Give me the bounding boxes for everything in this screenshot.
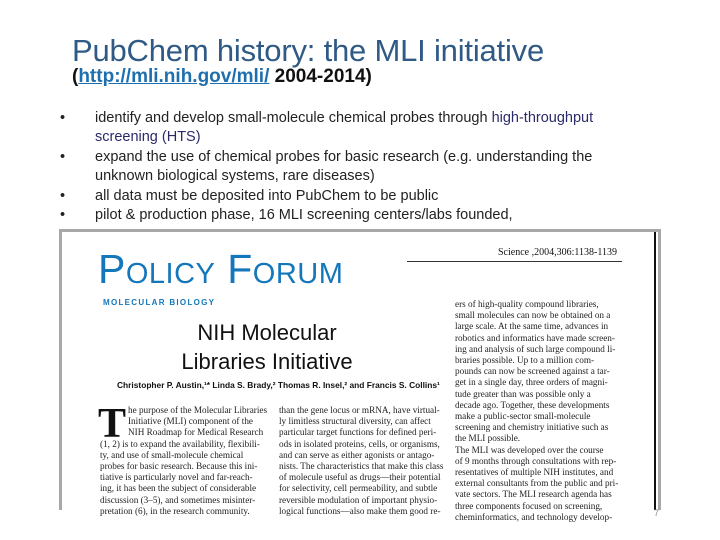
- bullet-icon: •: [60, 187, 66, 204]
- article-text-line: probes for basic research. Because this ini-: [100, 461, 258, 472]
- slide-subtitle: [72, 66, 372, 88]
- article-text-line: ers of high-quality compound libraries,: [455, 299, 599, 309]
- article-text-line: screening and chemistry initiative such as: [455, 422, 609, 433]
- bullet-list: [60, 109, 632, 225]
- article-text-line: resentatives of multiple NIH institutes, and: [455, 467, 614, 478]
- article-text-line: discussion (3–5), and sometimes misinter-: [100, 494, 256, 505]
- date-range: 2004-2014): [269, 66, 372, 87]
- article-text-line: he purpose of the Molecular Libraries: [128, 405, 268, 415]
- bullet-highlight: high-throughput screening (HTS): [95, 110, 594, 146]
- article-column-2: [279, 405, 444, 517]
- article-text-line: of molecule useful as drugs—their potential: [279, 472, 441, 483]
- article-headline: [142, 318, 392, 376]
- bullet-icon: •: [60, 110, 66, 126]
- article-text-line: braries possible. Up to a million com-: [455, 355, 595, 366]
- article-text-line: ing, it has been the subject of considerable: [100, 483, 257, 494]
- bullet-icon: •: [60, 148, 66, 165]
- article-text-line: external consultants from the public and pri-: [455, 478, 619, 489]
- article-text-line: tude greater than was possible only a: [455, 388, 591, 399]
- bullet-text: expand the use of chemical probes for basic research (e.g. understanding the unknown biological systems, rare diseases): [95, 148, 593, 185]
- article-text-line: ly limitless structural diversity, can affect: [279, 416, 431, 427]
- article-text-line: three components focused on screening,: [455, 500, 603, 511]
- bullet-text: all data must be deposited into PubChem to be public: [95, 187, 439, 204]
- article-text-line: robotics and informatics have made screen-: [455, 332, 615, 343]
- article-text-line: pretation (6), in the research community.: [100, 505, 250, 516]
- article-text-line: cheminformatics, and technology develop-: [455, 511, 613, 522]
- article-column-3: [455, 299, 622, 523]
- article-column-1: [98, 401, 272, 517]
- article-text-line: and can serve as either agonists or antago-: [279, 449, 435, 460]
- article-text-line: ing and analysis of such large compound li-: [455, 343, 616, 354]
- page-number: 7: [654, 508, 660, 518]
- headline-line: NIH Molecular: [197, 320, 337, 345]
- article-text-line: pounds can now be screened against a tar-: [455, 366, 610, 377]
- headline-line: Libraries Initiative: [181, 349, 353, 374]
- article-text-line: ty, and use of small-molecule chemical: [100, 449, 244, 460]
- article-border: [654, 232, 656, 510]
- citation: Science ,2004,306:1138-1139: [498, 247, 617, 258]
- bullet-item: [60, 206, 632, 225]
- article-text-line: than the gene locus or mRNA, have virtual-: [279, 405, 440, 415]
- article-text-line: (1, 2) is to expand the availability, flexibili-: [100, 438, 260, 449]
- article-text-line: of 9 months through consultations with rep-: [455, 455, 617, 466]
- bullet-text: pilot & production phase, 16 MLI screening centers/labs founded,: [95, 207, 513, 224]
- article-text-line: vate sectors. The MLI research agenda has: [455, 489, 612, 500]
- article-text-line: logical functions—also make them good re-: [279, 505, 441, 516]
- article-text-line: nists. The characteristics that make this class: [279, 461, 444, 472]
- paren: (: [72, 66, 79, 87]
- article-text-line: decade ago. Together, these developments: [455, 399, 610, 410]
- article-text-line: NIH Roadmap for Medical Research: [128, 427, 264, 438]
- article-image: [59, 229, 661, 522]
- article-text-line: make a public-sector small-molecule: [455, 411, 591, 422]
- article-text-line: The MLI was developed over the course: [455, 444, 604, 455]
- article-text-line: small molecules can now be obtained on a: [455, 310, 611, 321]
- article-text-line: for selectivity, cell permeability, and subtle: [279, 483, 438, 494]
- article-text-line: get in a single day, three orders of magni-: [455, 377, 608, 388]
- bullet-text: identify and develop small-molecule chemical probes through: [95, 110, 492, 126]
- bullet-item: [60, 148, 632, 187]
- bullet-icon: •: [60, 207, 66, 224]
- article-text-line: the MLI possible.: [455, 433, 521, 444]
- article-text-line: ods in isolated proteins, cells, or organisms,: [279, 438, 440, 449]
- article-text-line: large scale. At the same time, advances in: [455, 321, 609, 332]
- authors: Christopher P. Austin,¹* Linda S. Brady,² Thomas R. Insel,² and Francis S. Collins¹: [117, 380, 440, 390]
- drop-cap: T: [98, 401, 127, 447]
- subsection-label: MOLECULAR BIOLOGY: [103, 298, 216, 307]
- article-text-line: reversible modulation of important physio-: [279, 494, 438, 505]
- slide-title: PubChem history: the MLI initiative: [72, 33, 544, 68]
- bullet-item: [60, 187, 632, 206]
- article-text-line: tiative is particularly novel and far-reach-: [100, 472, 253, 483]
- bullet-item: [60, 109, 632, 148]
- article-text-line: particular target functions for defined peri-: [279, 427, 437, 438]
- policy-forum-heading: Policy Forum: [98, 246, 344, 292]
- article-text-line: Initiative (MLI) component of the: [128, 416, 254, 427]
- mli-link[interactable]: http://mli.nih.gov/mli/: [78, 66, 270, 87]
- header-rule: [407, 261, 622, 262]
